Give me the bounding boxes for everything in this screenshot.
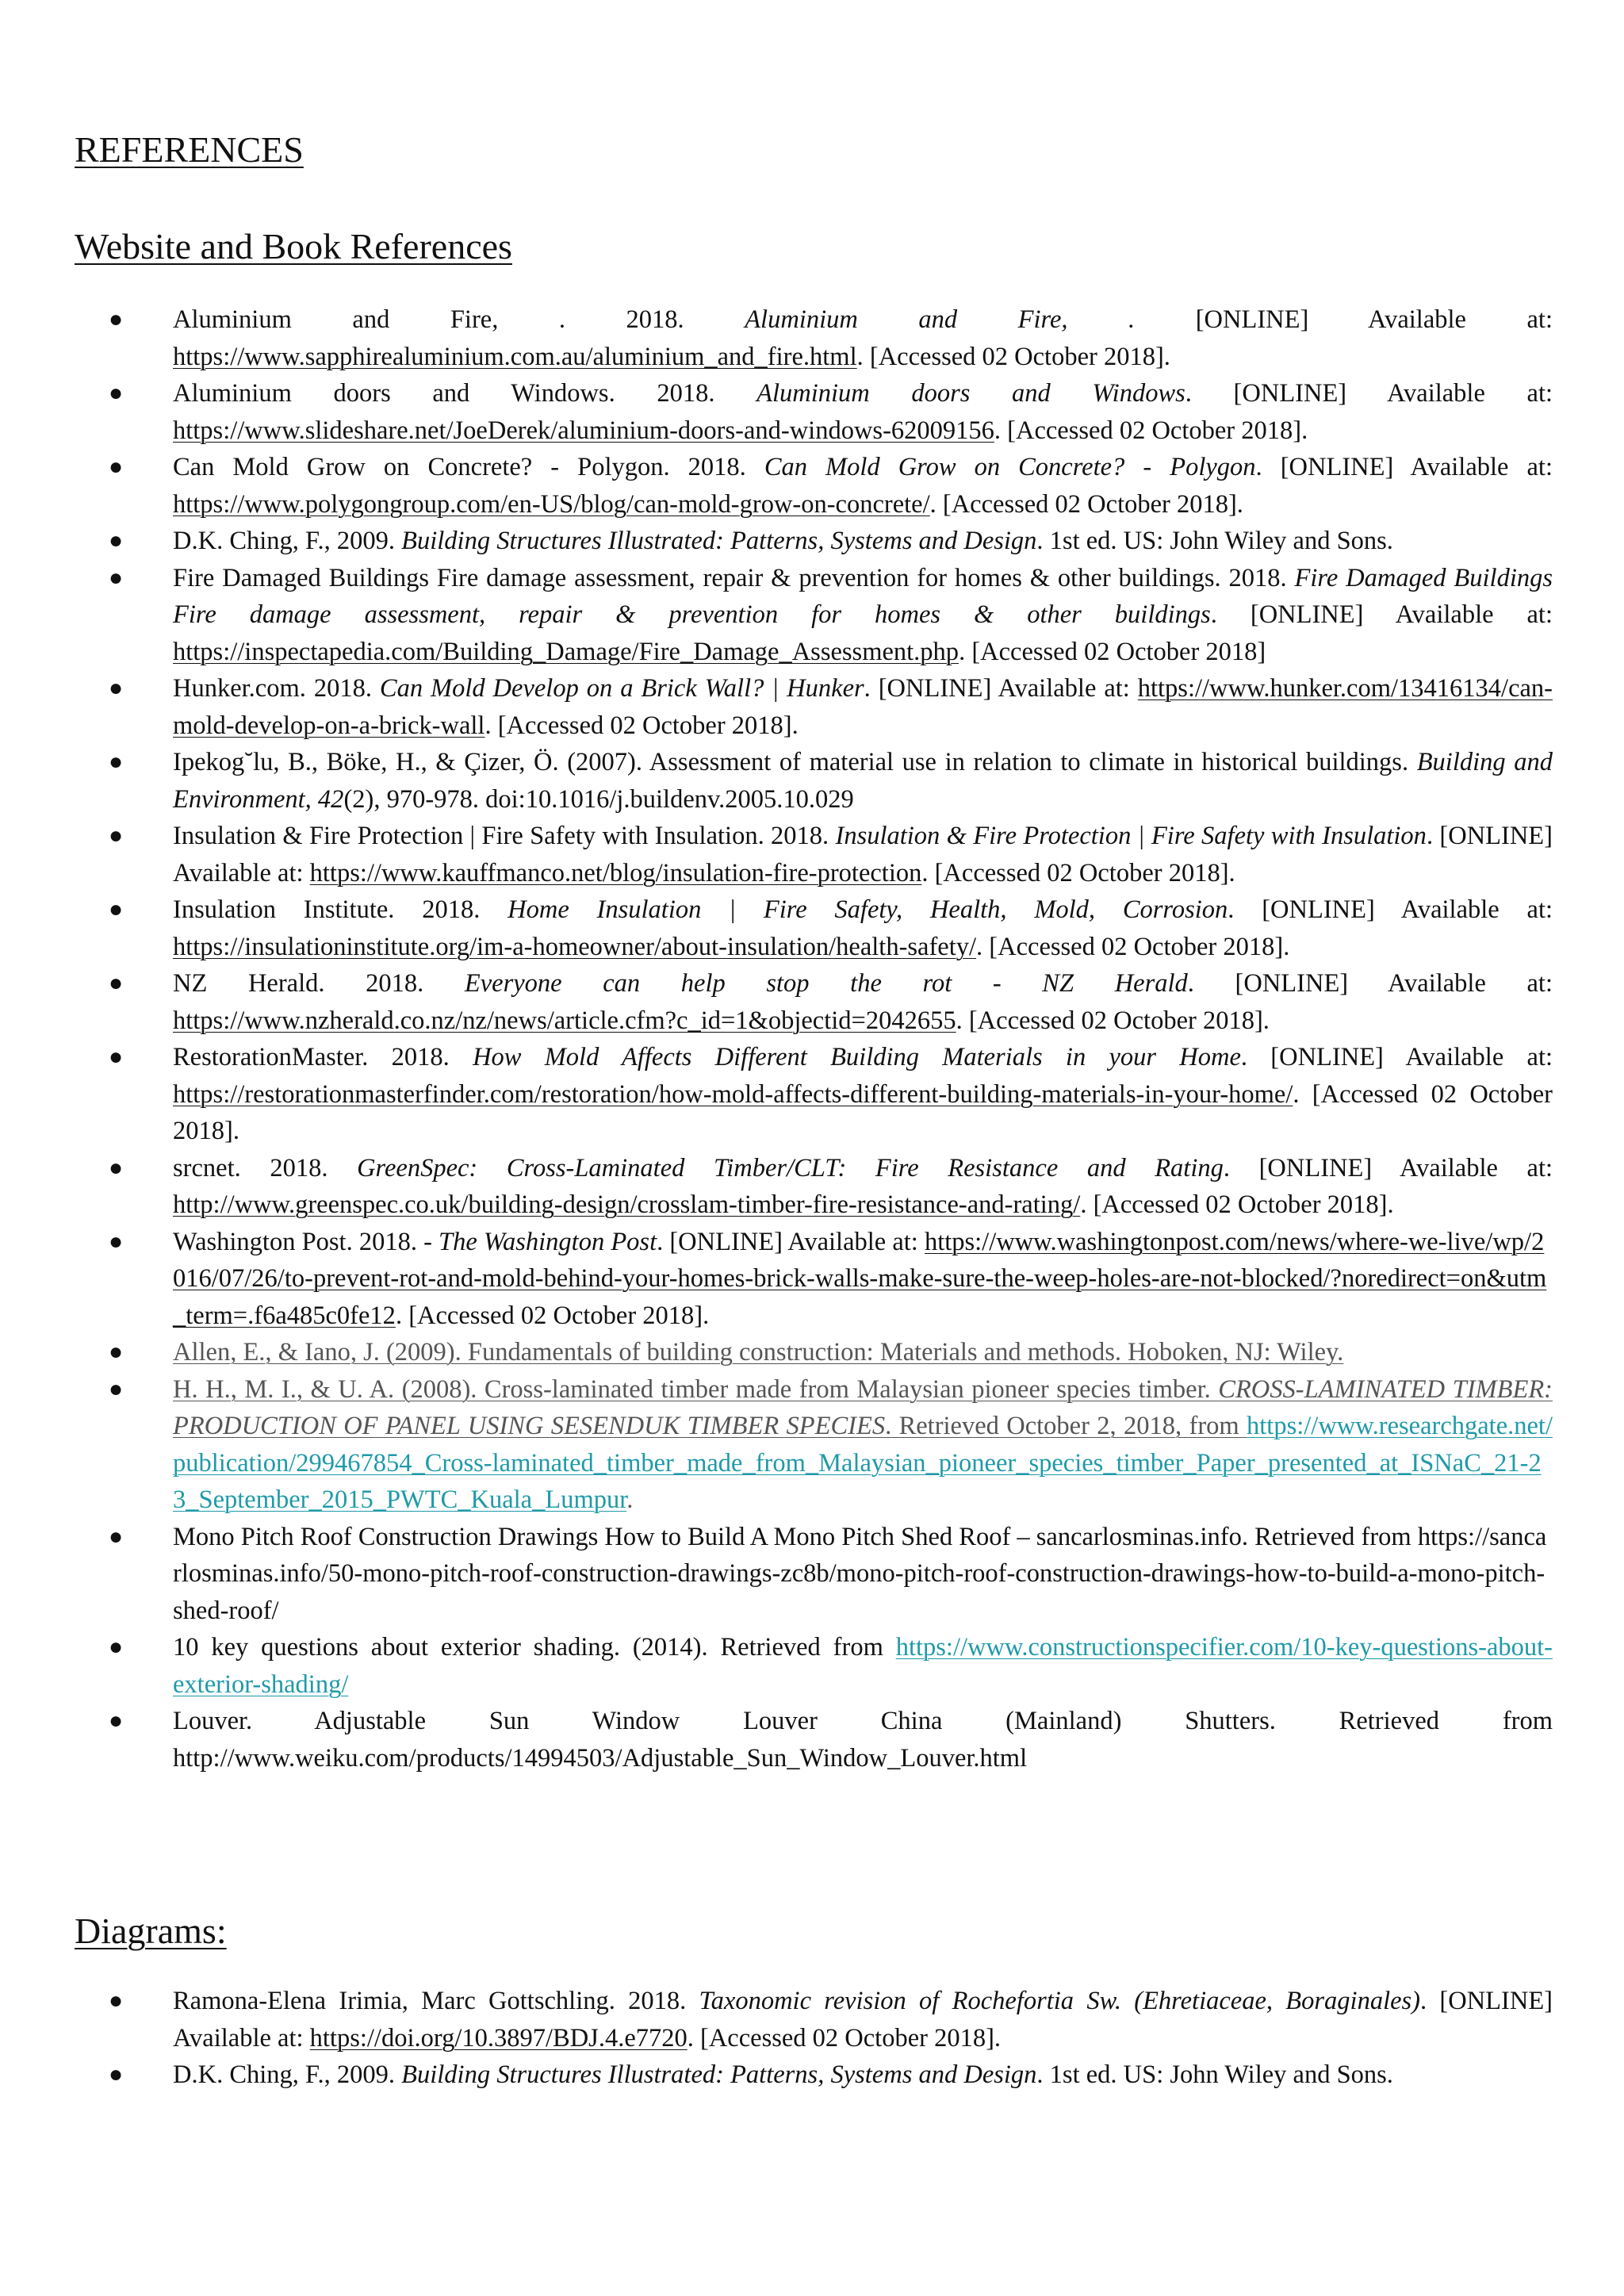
reference-item: ● Aluminium doors and Windows. 2018. Aluminium doors and Windows. [ONLINE] Available at: https://www.slideshare.net/JoeDerek/aluminium-doors-and-windows-62009156. [Accessed 02 October 2018]. [0,375,1553,449]
bullet-icon: ● [109,1339,124,1365]
reference-item: ● Insulation Institute. 2018. Home Insulation | Fire Safety, Health, Mold, Corrosion. [ONLINE] Available at: https://insulationinstitute.org/im-a-homeowner/about-insulation/health-safety/. [Accessed 02 October 2018]. [0,891,1553,965]
reference-item: ● Aluminium and Fire, . 2018. Aluminium and Fire, . [ONLINE] Available at: https://www.sapphirealuminium.com.au/aluminium_and_fire.html. [Accessed 02 October 2018]. [0,301,1553,375]
section-heading-website-book: Website and Book References [75,226,512,266]
reference-link[interactable]: https://www.polygongroup.com/en-US/blog/can-mold-grow-on-concrete/ [173,489,930,519]
reference-link[interactable]: https://www.kauffmanco.net/blog/insulation-fire-protection [309,858,922,887]
bullet-icon: ● [109,896,124,922]
bullet-icon: ● [109,822,124,849]
reference-link[interactable]: https://www.hunker.com/13416134/can-mold-develop-on-a-brick-wall [173,674,1553,740]
bullet-icon: ● [109,527,124,554]
reference-item: ● Ramona-Elena Irimia, Marc Gottschling. 2018. Taxonomic revision of Rochefortia Sw. (Ehretiaceae, Boraginales). [ONLINE] Available at: https://doi.org/10.3897/BDJ.4.e7720. [Accessed 02 October 2018]. [0,1983,1553,2056]
reference-link[interactable]: https://www.nzherald.co.nz/nz/news/article.cfm?c_id=1&objectid=2042655 [173,1006,956,1035]
reference-item: ● Insulation & Fire Protection | Fire Safety with Insulation. 2018. Insulation & Fire Protection | Fire Safety with Insulation. [ONLINE] Available at: https://www.kauffmanco.net/blog/insulation-fire-protection. [Accessed 02 October 2018]. [0,818,1553,891]
bullet-icon: ● [109,749,124,775]
reference-link[interactable]: https://inspectapedia.com/Building_Damage/Fire_Damage_Assessment.php [173,637,959,666]
reference-item: ● Mono Pitch Roof Construction Drawings How to Build A Mono Pitch Shed Roof – sancarlosminas.info. Retrieved from https://sancarlosminas.info/50-mono-pitch-roof-construction-drawings-zc8b/mono-pitch-roof-construction-drawings-how-to-build-a-mono-pitch-shed-roof/ [0,1519,1553,1630]
bullet-icon: ● [109,1044,124,1070]
section-heading-diagrams: Diagrams: [75,1911,227,1951]
reference-item: ● RestorationMaster. 2018. How Mold Affects Different Building Materials in your Home. [ONLINE] Available at: https://restorationmasterfinder.com/restoration/how-mold-affects-different-building-materials-in-your-home/. [Accessed 02 October 2018]. [0,1039,1553,1150]
bullet-icon: ● [109,1375,124,1402]
reference-link[interactable]: https://www.slideshare.net/JoeDerek/aluminium-doors-and-windows-62009156 [173,416,994,445]
reference-link[interactable]: https://www.constructionspecifier.com/10-key-questions-about-exterior-shading/ [173,1633,1553,1699]
bullet-icon: ● [109,564,124,591]
bullet-icon: ● [109,2061,124,2087]
bullet-icon: ● [109,1154,124,1181]
reference-item: ● Louver. Adjustable Sun Window Louver China (Mainland) Shutters. Retrieved from http://www.weiku.com/products/14994503/Adjustable_Sun_Window_Louver.html [0,1703,1553,1777]
reference-item: ● srcnet. 2018. GreenSpec: Cross-Laminated Timber/CLT: Fire Resistance and Rating. [ONLINE] Available at: http://www.greenspec.co.uk/building-design/crosslam-timber-fire-resistance-and-rating/. [Accessed 02 October 2018]. [0,1150,1553,1224]
reference-item: ● NZ Herald. 2018. Everyone can help stop the rot - NZ Herald. [ONLINE] Available at: https://www.nzherald.co.nz/nz/news/article.cfm?c_id=1&objectid=2042655. [Accessed 02 October 2018]. [0,965,1553,1039]
reference-item: ● Ipekog˘lu, B., Böke, H., & Çizer, Ö. (2007). Assessment of material use in relation to climate in historical buildings. Building and Environment, 42(2), 970-978. doi:10.1016/j.buildenv.2005.10.029 [0,744,1553,818]
bullet-icon: ● [109,675,124,701]
reference-item: ● 10 key questions about exterior shading. (2014). Retrieved from https://www.constructionspecifier.com/10-key-questions-about-exterior-shading/ [0,1629,1553,1703]
reference-item: ● D.K. Ching, F., 2009. Building Structures Illustrated: Patterns, Systems and Design. 1st ed. US: John Wiley and Sons. [0,523,1553,560]
bullet-icon: ● [109,970,124,996]
reference-link[interactable]: https://www.washingtonpost.com/news/where-we-live/wp/2016/07/26/to-prevent-rot-and-mold-behind-your-homes-brick-walls-make-sure-the-weep-holes-are-not-blocked/?noredirect=on&utm_term=.f6a485c0fe12 [173,1227,1547,1330]
bullet-icon: ● [109,1228,124,1255]
reference-item: ● D.K. Ching, F., 2009. Building Structures Illustrated: Patterns, Systems and Design. 1st ed. US: John Wiley and Sons. [0,2056,1553,2094]
reference-item: ● Allen, E., & Iano, J. (2009). Fundamentals of building construction: Materials and methods. Hoboken, NJ: Wiley. [0,1334,1553,1371]
reference-link[interactable]: https://www.researchgate.net/publication/299467854_Cross-laminated_timber_made_from_Malaysian_pioneer_species_timber_Paper_presented_at_ISNaC_21-23_September_2015_PWTC_Kuala_Lumpur [173,1412,1553,1514]
page-title: REFERENCES [75,129,304,170]
bullet-icon: ● [109,1634,124,1660]
reference-list [0,301,1553,1777]
bullet-icon: ● [109,380,124,406]
reference-item: ● Washington Post. 2018. - The Washington Post. [ONLINE] Available at: https://www.washingtonpost.com/news/where-we-live/wp/2016/07/26/to-prevent-rot-and-mold-behind-your-homes-brick-walls-make-sure-the-weep-holes-are-not-blocked/?noredirect=on&utm_term=.f6a485c0fe12. [Accessed 02 October 2018]. [0,1224,1553,1335]
bullet-icon: ● [109,306,124,332]
diagram-reference-list [0,1983,1553,2094]
reference-link[interactable]: https://www.sapphirealuminium.com.au/aluminium_and_fire.html [173,342,857,371]
reference-item: ● Fire Damaged Buildings Fire damage assessment, repair & prevention for homes & other buildings. 2018. Fire Damaged Buildings Fire damage assessment, repair & prevention for homes & other buildings. [ONLINE] Available at: https://inspectapedia.com/Building_Damage/Fire_Damage_Assessment.php. [Accessed 02 October 2018] [0,560,1553,671]
reference-item: ● Hunker.com. 2018. Can Mold Develop on a Brick Wall? | Hunker. [ONLINE] Available at: https://www.hunker.com/13416134/can-mold-develop-on-a-brick-wall. [Accessed 02 October 2018]. [0,670,1553,744]
reference-link[interactable]: http://www.greenspec.co.uk/building-design/crosslam-timber-fire-resistance-and-rating/ [173,1190,1081,1219]
bullet-icon: ● [109,1987,124,2014]
bullet-icon: ● [109,454,124,480]
bullet-icon: ● [109,1708,124,1734]
reference-item: ● Can Mold Grow on Concrete? - Polygon. 2018. Can Mold Grow on Concrete? - Polygon. [ONLINE] Available at: https://www.polygongroup.com/en-US/blog/can-mold-grow-on-concrete/. [Accessed 02 October 2018]. [0,449,1553,523]
reference-item: ● H. H., M. I., & U. A. (2008). Cross-laminated timber made from Malaysian pioneer species timber. CROSS-LAMINATED TIMBER: PRODUCTION OF PANEL USING SESENDUK TIMBER SPECIES. Retrieved October 2, 2018, from https://www.researchgate.net/publication/299467854_Cross-laminated_timber_made_from_Malaysian_pioneer_species_timber_Paper_presented_at_ISNaC_21-23_September_2015_PWTC_Kuala_Lumpur. [0,1371,1553,1519]
reference-link[interactable]: https://restorationmasterfinder.com/restoration/how-mold-affects-different-building-materials-in-your-home/ [173,1079,1293,1109]
reference-link[interactable]: https://insulationinstitute.org/im-a-homeowner/about-insulation/health-safety/ [173,932,977,961]
bullet-icon: ● [109,1523,124,1550]
reference-link[interactable]: https://doi.org/10.3897/BDJ.4.e7720 [309,2023,688,2053]
